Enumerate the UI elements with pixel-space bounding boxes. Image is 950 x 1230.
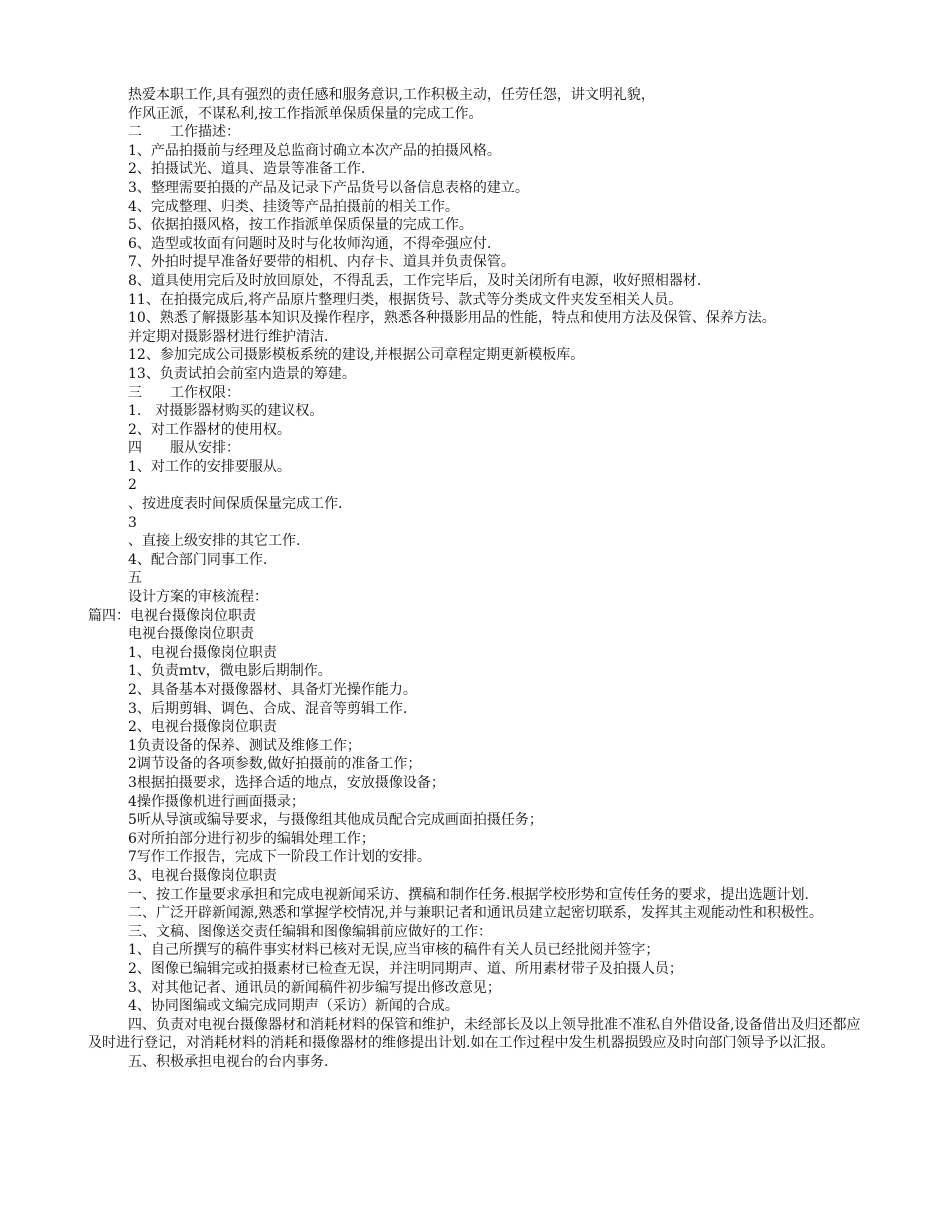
paragraph-line: 4、配合部门同事工作. [128, 551, 268, 568]
paragraph-line: 四、负责对电视台摄像器材和消耗材料的保管和维护，未经部长及以上领导批准不准私自外借设备,设备借出及归还都应及时进行登记，对消耗材料的消耗和摄像器材的维修提出计划.如在工作过程中发生机器损毁应及时向部门领导予以汇报。 [88, 1016, 861, 1052]
paragraph-line: 四 服从安排： [128, 440, 240, 457]
paragraph-line: 3 [128, 514, 137, 531]
paragraph-line: 1、负责mtv，微电影后期制作。 [128, 663, 332, 680]
paragraph-line: 3根据拍摄要求，选择合适的地点，安放摄像设备； [128, 774, 445, 791]
paragraph-line: 篇四：电视台摄像岗位职责 [88, 607, 256, 624]
paragraph-line: 1负责设备的保养、测试及维修工作； [128, 737, 361, 754]
paragraph-line: 2、图像已编辑完或拍摄素材已检查无误，并注明同期声、道、所用素材带子及拍摄人员； [128, 960, 683, 977]
paragraph-line: 7、外拍时提早准备好要带的相机、内存卡、道具并负责保管。 [128, 254, 515, 271]
paragraph-line: 、按进度表时间保质保量完成工作. [128, 496, 343, 513]
document-body [88, 86, 863, 1071]
paragraph-line: 5听从导演或编导要求，与摄像组其他成员配合完成画面拍摄任务； [128, 812, 543, 829]
paragraph-line: 三 工作权限： [128, 384, 240, 401]
paragraph-line: 6对所拍部分进行初步的编辑处理工作； [128, 830, 375, 847]
paragraph-line: 2、拍摄试光、道具、造景等准备工作. [128, 161, 366, 178]
paragraph-line: 电视台摄像岗位职责 [128, 626, 254, 643]
paragraph-line: 3、后期剪辑、调色、合成、混音等剪辑工作. [128, 700, 408, 717]
paragraph-line: 7写作工作报告，完成下一阶段工作计划的安排。 [128, 849, 431, 866]
paragraph-line: 设计方案的审核流程： [128, 589, 268, 606]
paragraph-line: 2 [128, 477, 137, 494]
paragraph-line: 11、在拍摄完成后,将产品原片整理归类，根据货号、款式等分类成文件夹发至相关人员。 [128, 291, 683, 308]
paragraph-line: 4、协同图编或文编完成同期声（采访）新闻的合成。 [128, 998, 459, 1015]
paragraph-line: 2、具备基本对摄像器材、具备灯光操作能力。 [128, 682, 417, 698]
paragraph-line: 10、熟悉了解摄影基本知识及操作程序，熟悉各种摄影用品的性能，特点和使用方法及保管、保养方法。 [128, 310, 776, 327]
paragraph-line: 6、造型或妆面有问题时及时与化妆师沟通，不得牵强应付. [128, 235, 492, 252]
paragraph-line: 4操作摄像机进行画面摄录； [128, 793, 305, 810]
paragraph-line: 五 [128, 570, 142, 587]
paragraph-line: 并定期对摄影器材进行维护清洁. [128, 328, 329, 345]
paragraph-line: 12、参加完成公司摄影模板系统的建设,并根据公司章程定期更新模板库。 [128, 347, 585, 364]
paragraph-line: 13、负责试拍会前室内造景的筹建。 [128, 365, 356, 382]
paragraph-line: 1、自己所撰写的稿件事实材料已核对无误,应当审核的稿件有关人员已经批阅并签字； [128, 942, 660, 959]
paragraph-line: 3、对其他记者、通讯员的新闻稿件初步编写提出修改意见； [128, 979, 501, 996]
paragraph-line: 二、广泛开辟新闻源,熟悉和掌握学校情况,并与兼职记者和通讯员建立起密切联系，发挥其主观能动性和积极性。 [128, 905, 823, 922]
paragraph-line: 二 工作描述： [128, 124, 240, 141]
paragraph-line: 2、电视台摄像岗位职责 [128, 719, 277, 736]
paragraph-line: 1、对工作的安排要服从。 [128, 458, 291, 475]
paragraph-line: 作风正派，不谋私利,按工作指派单保质保量的完成工作。 [128, 105, 483, 122]
paragraph-line: 3、整理需要拍摄的产品及记录下产品货号以备信息表格的建立。 [128, 179, 529, 196]
paragraph-line: 1. 对摄影器材购买的建议权。 [128, 403, 324, 420]
paragraph-line: 3、电视台摄像岗位职责 [128, 867, 277, 884]
paragraph-line: 4、完成整理、归类、挂烫等产品拍摄前的相关工作。 [128, 198, 459, 215]
paragraph-line: 2、对工作器材的使用权。 [128, 421, 291, 438]
paragraph-line: 1、电视台摄像岗位职责 [128, 644, 277, 661]
paragraph-line: 2调节设备的各项参数,做好拍摄前的准备工作； [128, 756, 422, 773]
paragraph-line: 五、积极承担电视台的台内事务. [128, 1053, 329, 1070]
paragraph-line: 三、文稿、图像送交责任编辑和图像编辑前应做好的工作： [128, 923, 492, 940]
paragraph-line: 5、依据拍摄风格，按工作指派单保质保量的完成工作。 [128, 217, 473, 234]
paragraph-line: 8、道具使用完后及时放回原处，不得乱丢，工作完毕后，及时关闭所有电源，收好照相器材. [128, 272, 702, 289]
paragraph-line: 热爱本职工作,具有强烈的责任感和服务意识,工作积极主动，任劳任怨，讲文明礼貌， [128, 87, 655, 103]
paragraph-line: 一、按工作量要求承担和完成电视新闻采访、撰稿和制作任务.根据学校形势和宣传任务的要求，提出选题计划. [128, 886, 809, 903]
paragraph-line: 1、产品拍摄前与经理及总监商讨确立本次产品的拍摄风格。 [128, 142, 501, 159]
paragraph-line: 、直接上级安排的其它工作. [128, 533, 301, 550]
